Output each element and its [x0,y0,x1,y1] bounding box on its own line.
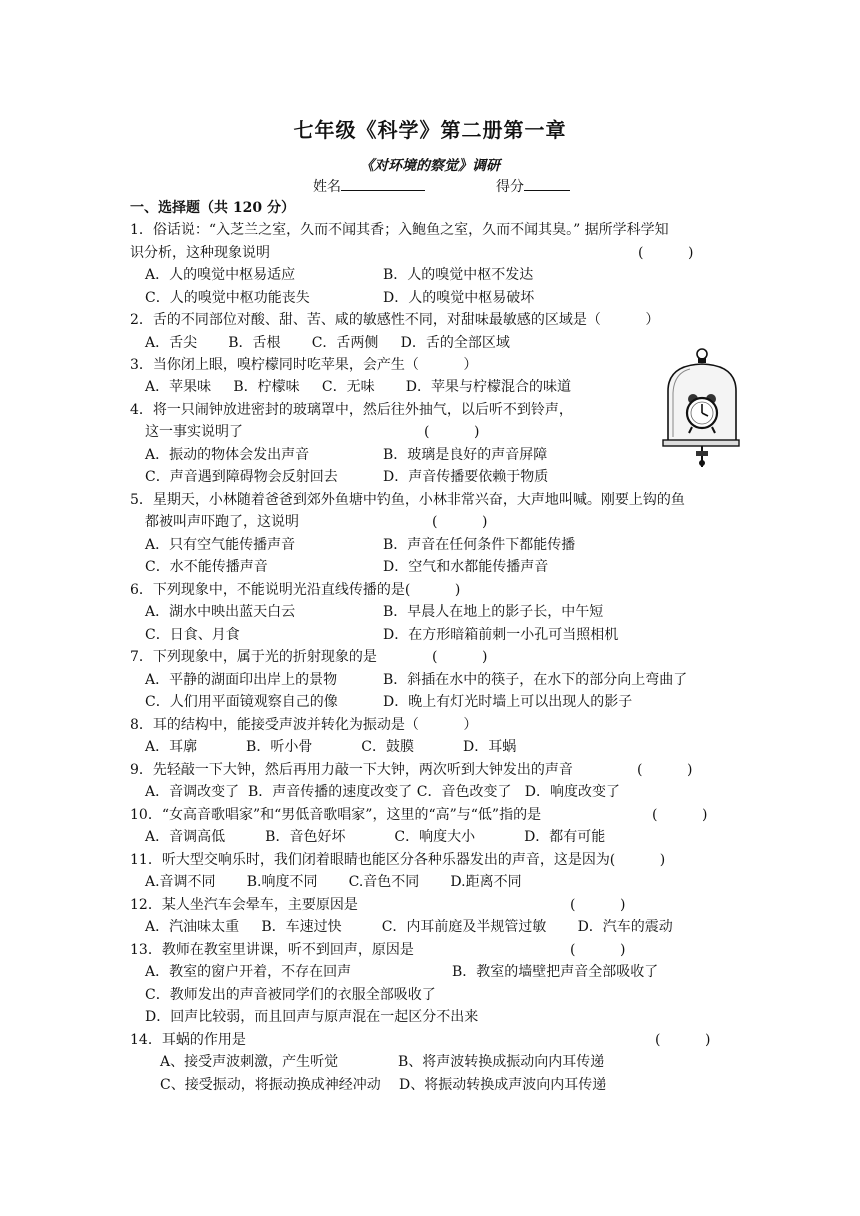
q5-answer-paren[interactable]: ( ) [432,514,488,530]
name-field[interactable] [313,176,425,196]
q5-stem-cont: 都被叫声吓跑了，这说明 [145,514,299,530]
q8-stem: 8．耳的结构中，能接受声波并转化为振动是（ ） [130,717,478,733]
q12-answer-paren[interactable]: ( ) [570,897,626,913]
q4-option-b: B．玻璃是良好的声音屏障 [383,447,548,463]
q1-stem: 1．俗话说：“入芝兰之室，久而不闻其香；入鲍鱼之室，久而不闻其臭。” 据所学科学知 [130,222,669,238]
q14-stem: 14．耳蜗的作用是 [130,1032,246,1048]
q12-stem: 12．某人坐汽车会晕车，主要原因是 [130,897,358,913]
q9-stem: 9．先轻敲一下大钟，然后再用力敲一下大钟，两次听到大钟发出的声音 [130,762,573,778]
bell-jar-alarm-clock-icon [660,345,740,470]
q7-answer-paren[interactable]: ( ) [432,649,488,665]
q7-option-a: A．平静的湖面印出岸上的景物 [145,672,338,688]
q9-answer-paren[interactable]: ( ) [637,762,693,778]
q6-option-b: B．早晨人在地上的影子长，中午短 [383,604,604,620]
q12-options: A．汽油味太重 B．车速过快 C．内耳前庭及半规管过敏 D．汽车的震动 [145,919,673,935]
page-title: 七年级《科学》第二册第一章 [293,118,567,142]
q1-answer-paren[interactable]: ( ) [638,245,694,261]
q7-option-b: B．斜插在水中的筷子，在水下的部分向上弯曲了 [383,672,688,688]
q1-stem-cont: 识分析，这种现象说明 [130,245,270,261]
q11-stem: 11．听大型交响乐时，我们闭着眼睛也能区分各种乐器发出的声音，这是因为( ) [130,852,666,868]
q10-options: A．音调高低 B．音色好坏 C．响度大小 D．都有可能 [145,829,606,845]
q5-option-a: A．只有空气能传播声音 [145,537,296,553]
q11-options: A.音调不同 B.响度不同 C.音色不同 D.距离不同 [145,874,522,890]
q1-option-c: C．人的嗅觉中枢功能丧失 [145,290,310,306]
q6-option-a: A．湖水中映出蓝天白云 [145,604,296,620]
q7-option-d: D．晚上有灯光时墙上可以出现人的影子 [383,694,633,710]
section-heading: 一、选择题（共 120 分） [130,200,295,216]
q4-stem-cont: 这一事实说明了 [145,424,243,440]
q13-option-a: A．教室的窗户开着，不存在回声 [145,964,352,980]
q4-stem: 4．将一只闹钟放进密封的玻璃罩中，然后往外抽气，以后听不到铃声， [130,402,573,418]
page-subtitle: 《对环境的察觉》调研 [360,158,500,174]
q5-option-b: B．声音在任何条件下都能传播 [383,537,576,553]
score-blank[interactable] [524,176,570,191]
q1-option-b: B．人的嗅觉中枢不发达 [383,267,534,283]
q13-option-d: D．回声比较弱，而且回声与原声混在一起区分不出来 [145,1009,479,1025]
q1-option-d: D．人的嗅觉中枢易破坏 [383,290,535,306]
q5-option-c: C．水不能传播声音 [145,559,268,575]
q13-stem: 13．教师在教室里讲课，听不到回声，原因是 [130,942,414,958]
q6-option-d: D．在方形暗箱前刺一小孔可当照相机 [383,627,619,643]
q14-option-a: A、接受声波刺激，产生听觉 [160,1054,339,1070]
q14-option-d: D、将振动转换成声波向内耳传递 [399,1077,607,1093]
q4-option-a: A．振动的物体会发出声音 [145,447,310,463]
q10-answer-paren[interactable]: ( ) [652,807,708,823]
q2-stem: 2．舌的不同部位对酸、甜、苦、咸的敏感性不同，对甜味最敏感的区域是（ ） [130,312,660,328]
q7-option-c: C．人们用平面镜观察自己的像 [145,694,338,710]
q13-answer-paren[interactable]: ( ) [570,942,626,958]
q1-option-a: A．人的嗅觉中枢易适应 [145,267,296,283]
q5-option-d: D．空气和水都能传播声音 [383,559,549,575]
q3-stem: 3．当你闭上眼，嗅柠檬同时吃苹果，会产生（ ） [130,357,478,373]
q14-option-b: B、将声波转换成振动向内耳传递 [398,1054,605,1070]
q6-option-c: C．日食、月食 [145,627,240,643]
q2-options: A．舌尖 B．舌根 C．舌两侧 D．舌的全部区域 [145,335,510,351]
q13-option-c: C．教师发出的声音被同学们的衣服全部吸收了 [145,987,436,1003]
q13-option-b: B．教室的墙壁把声音全部吸收了 [452,964,659,980]
q4-answer-paren[interactable]: ( ) [424,424,480,440]
q8-options: A．耳廓 B．听小骨 C．鼓膜 D．耳蜗 [145,739,517,755]
q14-answer-paren[interactable]: ( ) [655,1032,711,1048]
score-label: 得分 [496,179,524,195]
q10-stem: 10．“女高音歌唱家”和“男低音歌唱家”，这里的“高”与“低”指的是 [130,807,542,823]
q5-stem: 5．星期天，小林随着爸爸到郊外鱼塘中钓鱼，小林非常兴奋，大声地叫喊。刚要上钩的鱼 [130,492,685,508]
q14-option-c: C、接受振动，将振动换成神经冲动 [160,1077,381,1093]
q4-option-d: D．声音传播要依赖于物质 [383,469,549,485]
name-label: 姓名 [313,179,341,195]
q7-stem: 7．下列现象中，属于光的折射现象的是 [130,649,377,665]
q4-option-c: C．声音遇到障碍物会反射回去 [145,469,338,485]
name-blank[interactable] [341,176,425,191]
score-field[interactable] [496,176,570,196]
q3-options: A．苹果味 B．柠檬味 C．无味 D．苹果与柠檬混合的味道 [145,379,571,395]
q9-options: A．音调改变了 B．声音传播的速度改变了 C．音色改变了 D．响度改变了 [145,784,621,800]
q6-stem: 6．下列现象中，不能说明光沿直线传播的是( ) [130,582,461,598]
